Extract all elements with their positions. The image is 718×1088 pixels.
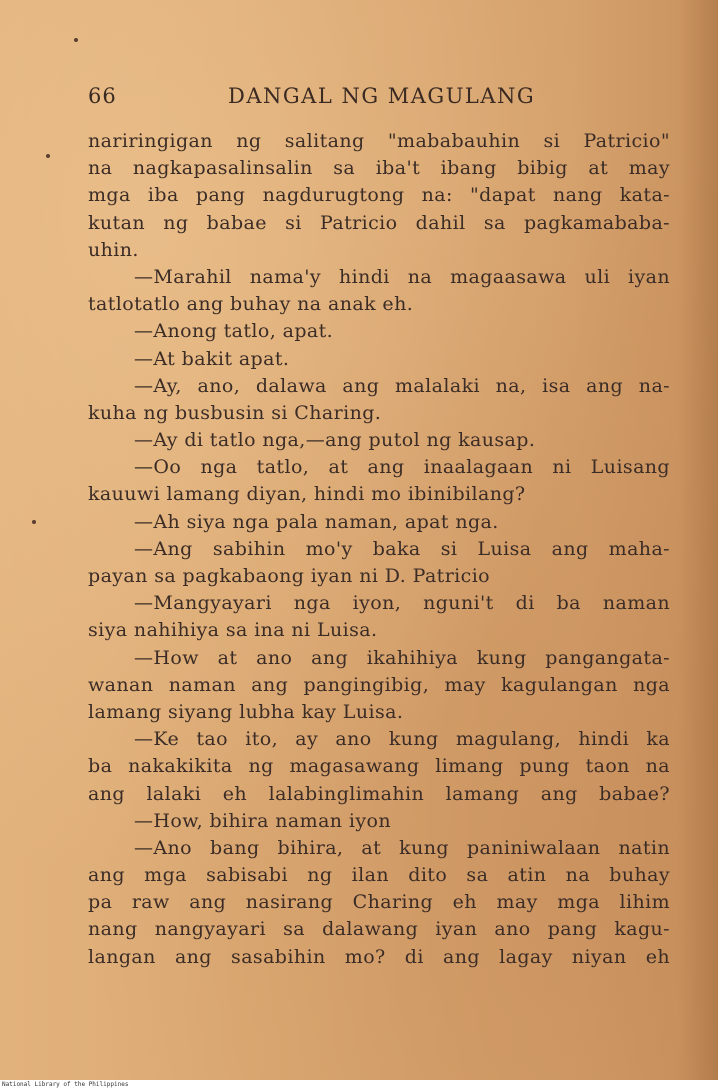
page-edge-shadow [678, 0, 718, 1080]
body-text [88, 128, 670, 971]
text-line: nang nangyayari sa dalawang iyan ano pang kagu- [88, 918, 670, 941]
text-line: nariringigan ng salitang "mababauhin si Patricio" [88, 130, 670, 152]
text-line: wanan naman ang pangingibig, may kagulangan nga [88, 673, 670, 696]
text-line: lamang siyang lubha kay Luisa. [88, 700, 404, 723]
text-line: uhin. [88, 238, 139, 261]
text-line: —Oo nga tatlo, at ang inaalagaan ni Luisang [134, 456, 670, 479]
text-line: ba nakakikita ng magasawang limang pung taon na [88, 755, 670, 778]
text-line: ang lalaki eh lalabinglimahin lamang ang babae? [88, 782, 670, 805]
page-number: 66 [88, 84, 117, 108]
text-line: kutan ng babae si Patricio dahil sa pagkamababa- [88, 211, 670, 234]
text-line: —Ano bang bihira, at kung paniniwalaan natin [134, 836, 670, 859]
text-line: kuha ng busbusin si Charing. [88, 401, 382, 424]
text-line: —How at ano ang ikahihiya kung pangangata- [134, 646, 670, 669]
ink-speck [74, 38, 78, 42]
text-line: —Ah siya nga pala naman, apat nga. [134, 510, 499, 533]
text-line: —At bakit apat. [134, 347, 290, 370]
text-line: na nagkapasalinsalin sa iba't ibang bibig at may [88, 157, 670, 180]
text-line: —Anong tatlo, apat. [134, 320, 334, 343]
text-line: —How, bihira naman iyon [134, 809, 391, 832]
library-credit: National Library of the Philippines [2, 1081, 129, 1088]
text-line: payan sa pagkabaong iyan ni D. Patricio [88, 565, 491, 587]
text-line: —Ang sabihin mo'y baka si Luisa ang maha- [134, 537, 670, 560]
text-line: —Mangyayari nga iyon, nguni't di ba naman [134, 592, 670, 615]
text-line: —Marahil nama'y hindi na magaasawa uli iyan [134, 265, 670, 288]
ink-speck [32, 520, 36, 524]
text-line: langan ang sasabihin mo? di ang lagay niyan eh [88, 945, 670, 968]
text-line: ang mga sabisabi ng ilan dito sa atin na buhay [88, 864, 670, 887]
page-header [88, 84, 548, 114]
text-line: —Ay di tatlo nga,—ang putol ng kausap. [134, 429, 536, 452]
text-line: —Ke tao ito, ay ano kung magulang, hindi ka [134, 728, 670, 751]
running-title: DANGAL NG MAGULANG [228, 84, 536, 108]
text-line: pa raw ang nasirang Charing eh may mga lihim [88, 891, 670, 914]
text-line: —Ay, ano, dalawa ang malalaki na, isa ang na- [134, 374, 670, 397]
ink-speck [46, 154, 50, 158]
text-line: siya nahihiya sa ina ni Luisa. [88, 619, 378, 642]
text-line: tatlotatlo ang buhay na anak eh. [88, 293, 414, 316]
text-line: mga iba pang nagdurugtong na: "dapat nang kata- [88, 184, 670, 207]
text-line: kauuwi lamang diyan, hindi mo ibinibilang? [88, 483, 526, 506]
